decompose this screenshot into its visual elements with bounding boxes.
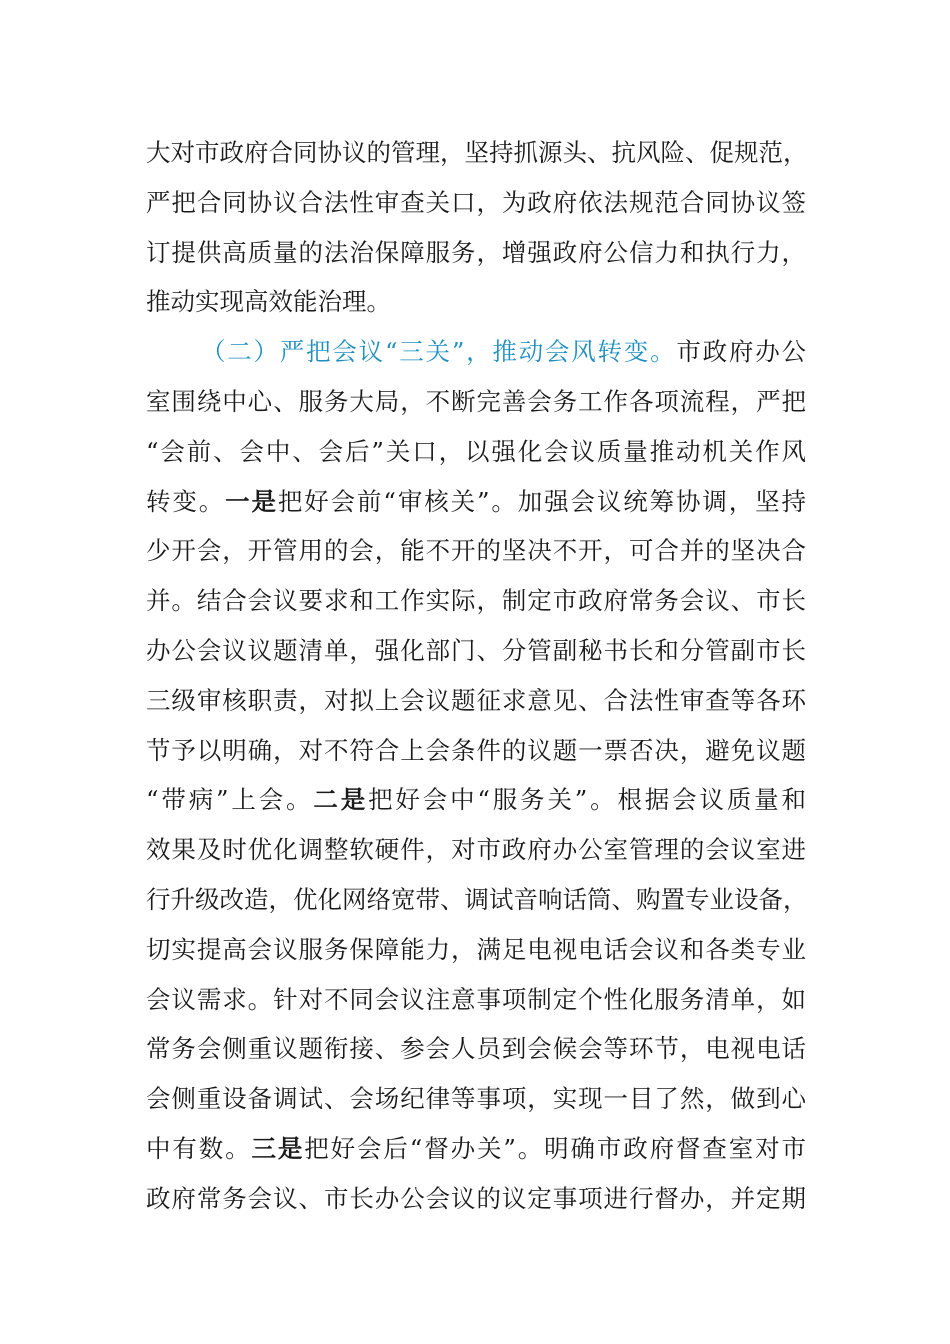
text-line: 办公会议议题清单，强化部门、分管副秘书长和分管副市长	[146, 635, 806, 665]
text-line: 订提供高质量的法治保障服务，增强政府公信力和执行力，	[146, 237, 806, 267]
bold-keyword: 一是	[225, 486, 278, 516]
text-line: 三级审核职责，对拟上会议题征求意见、合法性审查等各环	[146, 685, 806, 715]
text-line: “会前、会中、会后”关口，以强化会议质量推动机关作风	[146, 436, 806, 466]
text-span: 市政府办公	[676, 337, 806, 367]
text-line: 效果及时优化调整软硬件，对市政府办公室管理的会议室进	[146, 835, 806, 865]
body-text	[146, 128, 806, 1224]
text-span: “带病”上会。	[146, 785, 314, 815]
text-line: 会议需求。针对不同会议注意事项制定个性化服务清单，如	[146, 984, 806, 1014]
section-heading: （二）严把会议“三关”，推动会风转变。	[201, 337, 677, 367]
bold-keyword: 二是	[313, 785, 369, 815]
text-span: 把好会前“审核关”。加强会议统筹协调，坚持	[277, 486, 807, 516]
text-line: 室围绕中心、服务大局，不断完善会务工作各项流程，严把	[146, 386, 806, 416]
text-line	[146, 327, 806, 377]
text-span: 把好会中“服务关”。根据会议质量和	[368, 785, 806, 815]
text-line	[146, 1124, 806, 1174]
text-line: 政府常务会议、市长办公会议的议定事项进行督办，并定期	[146, 1183, 806, 1213]
text-line: 节予以明确，对不符合上会条件的议题一票否决，避免议题	[146, 735, 806, 765]
bold-keyword: 三是	[251, 1133, 305, 1163]
text-line: 行升级改造，优化网络宽带、调试音响话筒、购置专业设备，	[146, 884, 808, 914]
text-line: 切实提高会议服务保障能力，满足电视电话会议和各类专业	[146, 934, 806, 964]
text-span: 把好会后“督办关”。明确市政府督查室对市	[304, 1133, 807, 1163]
text-line: 并。结合会议要求和工作实际，制定市政府常务会议、市长	[146, 586, 806, 616]
text-line: 严把合同协议合法性审查关口，为政府依法规范合同协议签	[146, 187, 806, 217]
text-span: 中有数。	[146, 1133, 252, 1163]
text-line: 少开会，开管用的会，能不开的坚决不开，可合并的坚决合	[146, 536, 806, 566]
text-line: 会侧重设备调试、会场纪律等事项，实现一目了然，做到心	[146, 1084, 806, 1114]
text-line: 推动实现高效能治理。	[146, 287, 391, 317]
text-line: 大对市政府合同协议的管理，坚持抓源头、抗风险、促规范，	[146, 138, 808, 167]
text-line	[146, 477, 806, 527]
text-line	[146, 775, 806, 825]
text-line: 常务会侧重议题衔接、参会人员到会候会等环节，电视电话	[146, 1034, 806, 1064]
text-span: 转变。	[146, 486, 226, 516]
